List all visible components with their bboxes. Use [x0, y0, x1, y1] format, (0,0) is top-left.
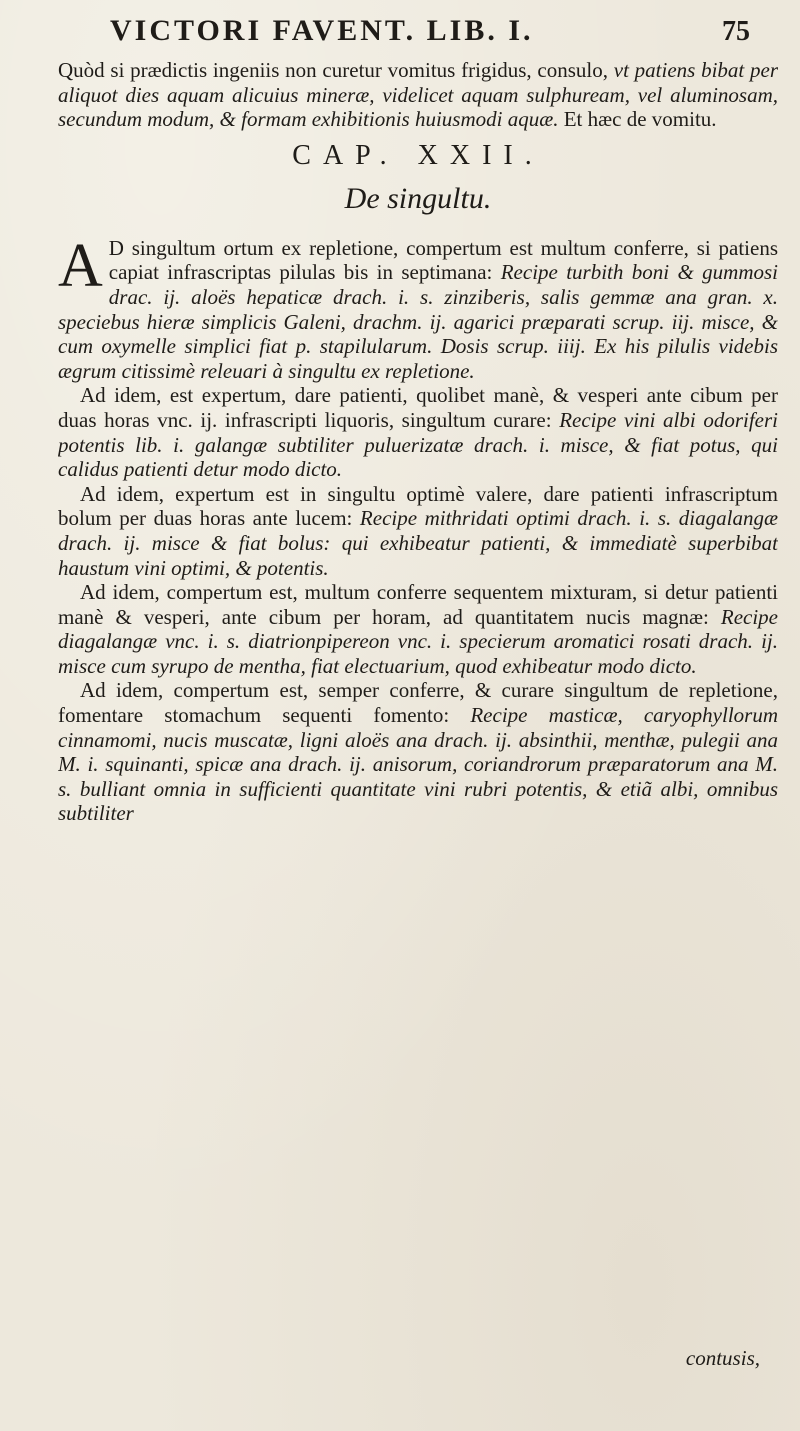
paragraph-roman: AD singultum ortum ex repletione, compertum est multum conferre, si patiens capiat infrascriptas pilulas bis in septimana:: [58, 231, 778, 300]
paragraph-italic: vt patiens bibat per aliquot dies aquam alicuius mineræ, videlicet aquam sulphuream, vel aluminosam, secundum modum, & formam exhibitionis huiusmodi aquæ.: [58, 58, 778, 132]
running-head: VICTORI FAVENT. LIB. I.: [110, 14, 534, 47]
paragraph-roman: Ad idem, expertum est in singultu optimè valere, dare patienti infrascriptum bolum per duas horas ante lucem:: [58, 481, 778, 531]
paragraph: [58, 482, 778, 580]
paragraph: [58, 678, 778, 826]
paragraph-italic: Recipe turbith boni & gummosi drac. ij. aloës hepaticæ drach. i. s. zinziberis, salis gemmæ ana gran. x. speciebus hieræ simplicis Galeni, drachm. ij. agarici præparati scrup. iij. misce, & cum oxymelle simplici fiat p. stapilularum. Dosis scrup. iiij. Ex his pilulis videbis ægrum citissimè releuari à singultu ex repletione.: [58, 260, 778, 383]
paragraph-italic: Recipe mithridati optimi drach. i. s. diagalangæ drach. ij. misce & fiat bolus: qui exhibeatur patienti, & immediatè superbibat haustum vini optimi, & potentis.: [58, 506, 778, 580]
chapter-title: De singultu.: [344, 181, 492, 215]
paragraph: [58, 580, 778, 678]
paragraph-italic: Recipe diagalangæ vnc. i. s. diatrionpipereon vnc. i. specierum aromatici rosati drach. ij. misce cum syrupo de mentha, fiat electuarium, quod exhibeatur modo dicto.: [58, 604, 778, 678]
text-block: [58, 58, 778, 1348]
paragraph-roman: Ad idem, compertum est, semper conferre, & curare singultum de repletione, fomentare stomachum sequenti fomento:: [58, 678, 778, 728]
page-header: [110, 6, 750, 56]
paragraph: [58, 231, 778, 384]
paragraph-closing: Et hæc de vomitu.: [563, 107, 717, 132]
paragraph: [58, 383, 778, 481]
paragraph-roman: Ad idem, est expertum, dare patienti, quolibet manè, & vesperi ante cibum per duas horas vnc. ij. infrascripti liquoris, singultum curare:: [58, 383, 778, 432]
continued-paragraph: [58, 58, 778, 132]
paragraph-italic: Recipe vini albi odoriferi potentis lib. i. galangæ subtiliter puluerizatæ drach. i. misce, & fiat potus, qui calidus patienti detur modo dicto.: [58, 407, 778, 482]
paragraph-roman: Ad idem, compertum est, multum conferre sequentem mixturam, si detur patienti manè & vesperi, ante cibum per horam, ad quantitatem nucis magnæ:: [58, 580, 778, 629]
catchword: contusis,: [685, 1346, 760, 1370]
paragraph-italic: Recipe masticæ, caryophyllorum cinnamomi, nucis muscatæ, ligni aloës ana drach. ij. absinthii, menthæ, pulegii ana M. i. squinanti, spicæ ana drach. ij. anisorum, coriandrorum præparatorum ana M. s. bulliant omnia in sufficienti quantitate vini rubri potentis, & etiã albi, omnibus subtiliter: [58, 703, 778, 826]
paragraph-roman: Quòd si prædictis ingeniis non curetur vomitus frigidus, consulo,: [58, 58, 614, 82]
page-number: 75: [722, 16, 750, 47]
chapter-number: CAP. XXII.: [292, 139, 544, 171]
